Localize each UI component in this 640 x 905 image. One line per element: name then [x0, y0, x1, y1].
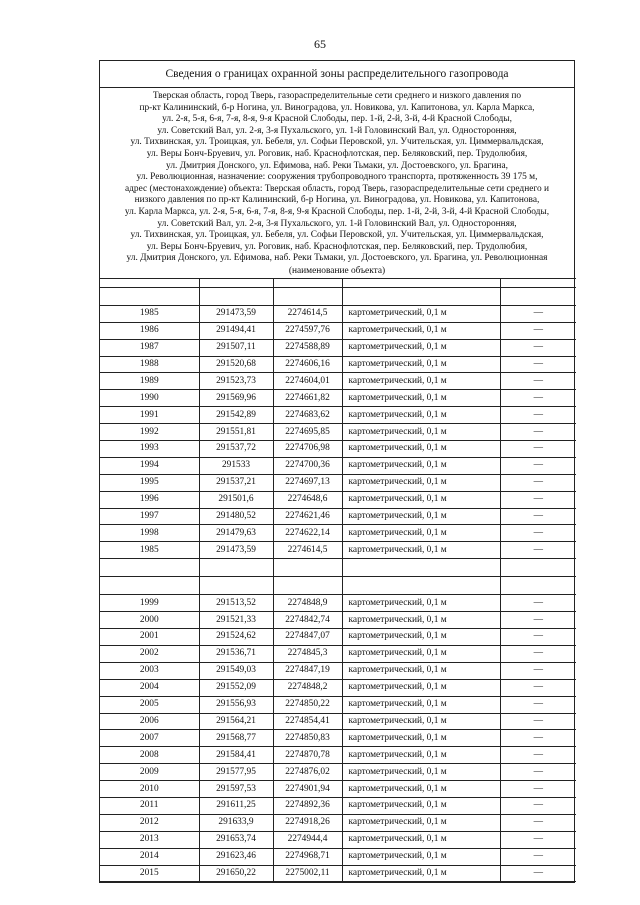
point-number-cell: 2004 — [100, 679, 199, 696]
coordinates-table — [100, 278, 576, 883]
dash-cell: — — [500, 612, 576, 629]
dash-cell: — — [500, 525, 576, 542]
table-row — [100, 764, 576, 781]
description-line: ул. Дмитрия Донского, ул. Ефимова, наб. Реки Тьмаки, ул. Достоевского, ул. Брагина, ул. Революционная — [126, 253, 548, 264]
table-cell — [100, 287, 199, 305]
coord-y-cell: 2274870,78 — [273, 747, 342, 764]
coord-x-cell: 291584,41 — [199, 747, 273, 764]
table-cell — [100, 278, 199, 287]
method-cell: картометрический, 0,1 м — [342, 390, 500, 407]
table-cell — [342, 559, 500, 577]
coord-y-cell: 2274901,94 — [273, 781, 342, 798]
coord-x-cell: 291556,93 — [199, 696, 273, 713]
coord-y-cell: 2274588,89 — [273, 339, 342, 356]
dash-cell: — — [500, 662, 576, 679]
coord-y-cell: 2274614,5 — [273, 305, 342, 322]
coord-x-cell: 291480,52 — [199, 508, 273, 525]
table-row — [100, 407, 576, 424]
table-cell — [100, 559, 199, 577]
page-number: 65 — [314, 37, 326, 51]
method-cell: картометрический, 0,1 м — [342, 542, 500, 559]
coord-y-cell: 2274700,36 — [273, 457, 342, 474]
method-cell: картометрический, 0,1 м — [342, 645, 500, 662]
method-cell: картометрический, 0,1 м — [342, 322, 500, 339]
coord-x-cell: 291650,22 — [199, 865, 273, 882]
dash-cell: — — [500, 356, 576, 373]
dash-cell: — — [500, 305, 576, 322]
table-row — [100, 713, 576, 730]
description-line: ул. Карла Маркса, ул. 2-я, 5-я, 6-я, 7-я, 8-я, 9-я Красной Слободы, пер. 1-й, 2-й, 3-й, 4-й Красной Слободы, — [124, 206, 550, 217]
point-number-cell: 2014 — [100, 848, 199, 865]
point-number-cell: 1989 — [100, 373, 199, 390]
table-row — [100, 645, 576, 662]
table-cell — [342, 577, 500, 595]
dash-cell: — — [500, 373, 576, 390]
coord-y-cell: 2274848,2 — [273, 679, 342, 696]
point-number-cell: 2015 — [100, 865, 199, 882]
coord-x-cell: 291533 — [199, 457, 273, 474]
empty-row — [100, 278, 576, 287]
method-cell: картометрический, 0,1 м — [342, 781, 500, 798]
coord-x-cell: 291569,96 — [199, 390, 273, 407]
coord-y-cell: 2274622,14 — [273, 525, 342, 542]
method-cell: картометрический, 0,1 м — [342, 797, 500, 814]
dash-cell: — — [500, 865, 576, 882]
dash-cell: — — [500, 747, 576, 764]
point-number-cell: 1986 — [100, 322, 199, 339]
description-line: пр-кт Калининский, б-р Ногина, ул. Виноградова, ул. Новикова, ул. Капитонова, ул. Карла Маркса, — [139, 102, 535, 113]
description-line: ул. Тихвинская, ул. Троицкая, ул. Бебеля, ул. Софьи Перовской, ул. Учительская, ул. Циммервальдская, — [130, 137, 544, 148]
dash-cell: — — [500, 781, 576, 798]
table-row — [100, 662, 576, 679]
method-cell: картометрический, 0,1 м — [342, 612, 500, 629]
coord-x-cell: 291552,09 — [199, 679, 273, 696]
point-number-cell: 1995 — [100, 474, 199, 491]
coord-x-cell: 291568,77 — [199, 730, 273, 747]
point-number-cell: 1997 — [100, 508, 199, 525]
point-number-cell: 2009 — [100, 764, 199, 781]
method-cell: картометрический, 0,1 м — [342, 831, 500, 848]
table-row — [100, 814, 576, 831]
table-row — [100, 747, 576, 764]
method-cell: картометрический, 0,1 м — [342, 305, 500, 322]
dash-cell: — — [500, 508, 576, 525]
table-cell — [342, 278, 500, 287]
document-frame — [99, 60, 575, 883]
dash-cell: — — [500, 831, 576, 848]
dash-cell: — — [500, 457, 576, 474]
method-cell: картометрический, 0,1 м — [342, 525, 500, 542]
dash-cell: — — [500, 542, 576, 559]
table-row — [100, 612, 576, 629]
point-number-cell: 2010 — [100, 781, 199, 798]
dash-cell: — — [500, 645, 576, 662]
coord-x-cell: 291633,9 — [199, 814, 273, 831]
point-number-cell: 1998 — [100, 525, 199, 542]
method-cell: картометрический, 0,1 м — [342, 407, 500, 424]
table-row — [100, 730, 576, 747]
point-number-cell: 2008 — [100, 747, 199, 764]
coord-x-cell: 291537,21 — [199, 474, 273, 491]
point-number-cell: 1992 — [100, 424, 199, 441]
table-row — [100, 474, 576, 491]
coord-x-cell: 291473,59 — [199, 542, 273, 559]
table-row — [100, 424, 576, 441]
point-number-cell: 2000 — [100, 612, 199, 629]
coord-y-cell: 2274614,5 — [273, 542, 342, 559]
dash-cell: — — [500, 696, 576, 713]
dash-cell: — — [500, 441, 576, 458]
description-line: ул. Тихвинская, ул. Троицкая, ул. Бебеля, ул. Софьи Перовской, ул. Учительская, ул. Циммервальдская, — [130, 230, 544, 241]
method-cell: картометрический, 0,1 м — [342, 373, 500, 390]
empty-row — [100, 577, 576, 595]
description-line: ул. Веры Бонч-Бруевич, ул. Роговик, наб. Краснофлотская, пер. Беляковский, пер. Трудолюбия, — [146, 241, 528, 252]
dash-cell: — — [500, 407, 576, 424]
dash-cell: — — [500, 322, 576, 339]
point-number-cell: 1985 — [100, 305, 199, 322]
point-number-cell: 1985 — [100, 542, 199, 559]
dash-cell: — — [500, 814, 576, 831]
coord-y-cell: 2274661,82 — [273, 390, 342, 407]
table-cell — [273, 559, 342, 577]
point-number-cell: 1988 — [100, 356, 199, 373]
dash-cell: — — [500, 797, 576, 814]
point-number-cell: 2003 — [100, 662, 199, 679]
point-number-cell: 2013 — [100, 831, 199, 848]
point-number-cell: 1999 — [100, 595, 199, 612]
coord-y-cell: 2274695,85 — [273, 424, 342, 441]
point-number-cell: 2005 — [100, 696, 199, 713]
dash-cell: — — [500, 424, 576, 441]
empty-row — [100, 287, 576, 305]
coord-y-cell: 2274597,76 — [273, 322, 342, 339]
dash-cell: — — [500, 339, 576, 356]
coord-x-cell: 291597,53 — [199, 781, 273, 798]
coord-x-cell: 291549,03 — [199, 662, 273, 679]
description-line: ул. Революционная, назначение: сооружения трубопроводного транспорта, протяженность 39 175 м, — [136, 172, 538, 183]
table-row — [100, 629, 576, 646]
coord-y-cell: 2274606,16 — [273, 356, 342, 373]
method-cell: картометрический, 0,1 м — [342, 508, 500, 525]
dash-cell: — — [500, 474, 576, 491]
table-cell — [199, 559, 273, 577]
table-row — [100, 390, 576, 407]
point-number-cell: 2011 — [100, 797, 199, 814]
table-row — [100, 781, 576, 798]
point-number-cell: 2007 — [100, 730, 199, 747]
table-cell — [100, 577, 199, 595]
description-line: ул. Советский Вал, ул. 2-я, 3-я Пухальского, ул. 1-й Головинский Вал, ул. Односторонняя, — [157, 218, 517, 229]
point-number-cell: 1990 — [100, 390, 199, 407]
dash-cell: — — [500, 730, 576, 747]
table-row — [100, 525, 576, 542]
table-cell — [273, 577, 342, 595]
table-cell — [273, 278, 342, 287]
method-cell: картометрический, 0,1 м — [342, 424, 500, 441]
method-cell: картометрический, 0,1 м — [342, 865, 500, 882]
point-number-cell: 1996 — [100, 491, 199, 508]
coord-x-cell: 291623,46 — [199, 848, 273, 865]
description-line: низкого давления по пр-кт Калининский, б-р Ногина, ул. Виноградова, ул. Новикова, ул. Капитонова, — [134, 195, 540, 206]
method-cell: картометрический, 0,1 м — [342, 491, 500, 508]
method-cell: картометрический, 0,1 м — [342, 764, 500, 781]
description-line: Тверская область, город Тверь, газораспределительные сети среднего и низкого давления по — [152, 91, 522, 101]
method-cell: картометрический, 0,1 м — [342, 730, 500, 747]
method-cell: картометрический, 0,1 м — [342, 629, 500, 646]
table-cell — [199, 278, 273, 287]
table-row — [100, 457, 576, 474]
coord-x-cell: 291524,62 — [199, 629, 273, 646]
table-row — [100, 848, 576, 865]
coord-x-cell: 291564,21 — [199, 713, 273, 730]
point-number-cell: 2012 — [100, 814, 199, 831]
table-row — [100, 305, 576, 322]
table-cell — [500, 278, 576, 287]
dash-cell: — — [500, 629, 576, 646]
table-row — [100, 339, 576, 356]
method-cell: картометрический, 0,1 м — [342, 595, 500, 612]
table-cell — [199, 287, 273, 305]
coord-y-cell: 2274850,83 — [273, 730, 342, 747]
table-row — [100, 865, 576, 882]
coord-x-cell: 291507,11 — [199, 339, 273, 356]
description-line: ул. Дмитрия Донского, ул. Ефимова, наб. Реки Тьмаки, ул. Достоевского, ул. Брагина, — [166, 160, 508, 171]
table-row — [100, 508, 576, 525]
table-row — [100, 491, 576, 508]
point-number-cell: 2001 — [100, 629, 199, 646]
method-cell: картометрический, 0,1 м — [342, 713, 500, 730]
method-cell: картометрический, 0,1 м — [342, 474, 500, 491]
dash-cell: — — [500, 713, 576, 730]
dash-cell: — — [500, 848, 576, 865]
coord-y-cell: 2274876,02 — [273, 764, 342, 781]
method-cell: картометрический, 0,1 м — [342, 814, 500, 831]
table-cell — [500, 559, 576, 577]
table-row — [100, 441, 576, 458]
dash-cell: — — [500, 491, 576, 508]
coord-y-cell: 2274968,71 — [273, 848, 342, 865]
table-row — [100, 356, 576, 373]
method-cell: картометрический, 0,1 м — [342, 356, 500, 373]
coord-x-cell: 291537,72 — [199, 441, 273, 458]
table-row — [100, 831, 576, 848]
coord-x-cell: 291479,63 — [199, 525, 273, 542]
coord-x-cell: 291520,68 — [199, 356, 273, 373]
coord-y-cell: 2274850,22 — [273, 696, 342, 713]
coord-y-cell: 2274892,36 — [273, 797, 342, 814]
method-cell: картометрический, 0,1 м — [342, 441, 500, 458]
coord-x-cell: 291501,6 — [199, 491, 273, 508]
method-cell: картометрический, 0,1 м — [342, 747, 500, 764]
coord-y-cell: 2274621,46 — [273, 508, 342, 525]
document-title: Сведения о границах охранной зоны распределительного газопровода — [100, 61, 574, 88]
table-row — [100, 595, 576, 612]
coord-y-cell: 2274918,26 — [273, 814, 342, 831]
method-cell: картометрический, 0,1 м — [342, 848, 500, 865]
table-row — [100, 696, 576, 713]
coord-y-cell: 2274604,01 — [273, 373, 342, 390]
coord-y-cell: 2274854,41 — [273, 713, 342, 730]
dash-cell: — — [500, 390, 576, 407]
method-cell: картометрический, 0,1 м — [342, 662, 500, 679]
coord-y-cell: 2274648,6 — [273, 491, 342, 508]
coord-y-cell: 2274848,9 — [273, 595, 342, 612]
table-row — [100, 373, 576, 390]
coord-y-cell: 2274847,07 — [273, 629, 342, 646]
coord-x-cell: 291551,81 — [199, 424, 273, 441]
table-cell — [500, 287, 576, 305]
description-line: ул. Веры Бонч-Бруевич, ул. Роговик, наб. Краснофлотская, пер. Беляковский, пер. Трудолюбия, — [146, 148, 528, 159]
coord-x-cell: 291536,71 — [199, 645, 273, 662]
table-row — [100, 542, 576, 559]
coord-x-cell: 291577,95 — [199, 764, 273, 781]
dash-cell: — — [500, 764, 576, 781]
coord-y-cell: 2274706,98 — [273, 441, 342, 458]
method-cell: картометрический, 0,1 м — [342, 679, 500, 696]
point-number-cell: 2002 — [100, 645, 199, 662]
point-number-cell: 1987 — [100, 339, 199, 356]
description-line: адрес (местонахождение) объекта: Тверская область, город Тверь, газораспределительные сети среднего и — [124, 183, 550, 194]
coord-x-cell: 291542,89 — [199, 407, 273, 424]
point-number-cell: 1993 — [100, 441, 199, 458]
table-row — [100, 322, 576, 339]
coord-x-cell: 291653,74 — [199, 831, 273, 848]
dash-cell: — — [500, 595, 576, 612]
table-cell — [199, 577, 273, 595]
table-cell — [342, 287, 500, 305]
coord-x-cell: 291513,52 — [199, 595, 273, 612]
coord-y-cell: 2274842,74 — [273, 612, 342, 629]
method-cell: картометрический, 0,1 м — [342, 696, 500, 713]
point-number-cell: 2006 — [100, 713, 199, 730]
coord-x-cell: 291521,33 — [199, 612, 273, 629]
coord-y-cell: 2274944,4 — [273, 831, 342, 848]
coord-y-cell: 2274847,19 — [273, 662, 342, 679]
table-row — [100, 679, 576, 696]
coord-y-cell: 2274697,13 — [273, 474, 342, 491]
object-description-caption: (наименование объекта) — [288, 265, 386, 276]
object-description — [100, 88, 574, 266]
table-cell — [500, 577, 576, 595]
empty-row — [100, 559, 576, 577]
coord-x-cell: 291523,73 — [199, 373, 273, 390]
coord-x-cell: 291473,59 — [199, 305, 273, 322]
method-cell: картометрический, 0,1 м — [342, 457, 500, 474]
table-cell — [273, 287, 342, 305]
point-number-cell: 1994 — [100, 457, 199, 474]
coord-y-cell: 2274683,62 — [273, 407, 342, 424]
dash-cell: — — [500, 679, 576, 696]
description-line: ул. Советский Вал, ул. 2-я, 3-я Пухальского, ул. 1-й Головинский Вал, ул. Односторонняя, — [157, 125, 517, 136]
description-line: ул. 2-я, 5-я, 6-я, 7-я, 8-я, 9-я Красной Слободы, пер. 1-й, 2-й, 3-й, 4-й Красной Слободы, — [162, 114, 512, 125]
coord-x-cell: 291494,41 — [199, 322, 273, 339]
coord-x-cell: 291611,25 — [199, 797, 273, 814]
point-number-cell: 1991 — [100, 407, 199, 424]
table-row — [100, 797, 576, 814]
coord-y-cell: 2274845,3 — [273, 645, 342, 662]
coord-y-cell: 2275002,11 — [273, 865, 342, 882]
method-cell: картометрический, 0,1 м — [342, 339, 500, 356]
